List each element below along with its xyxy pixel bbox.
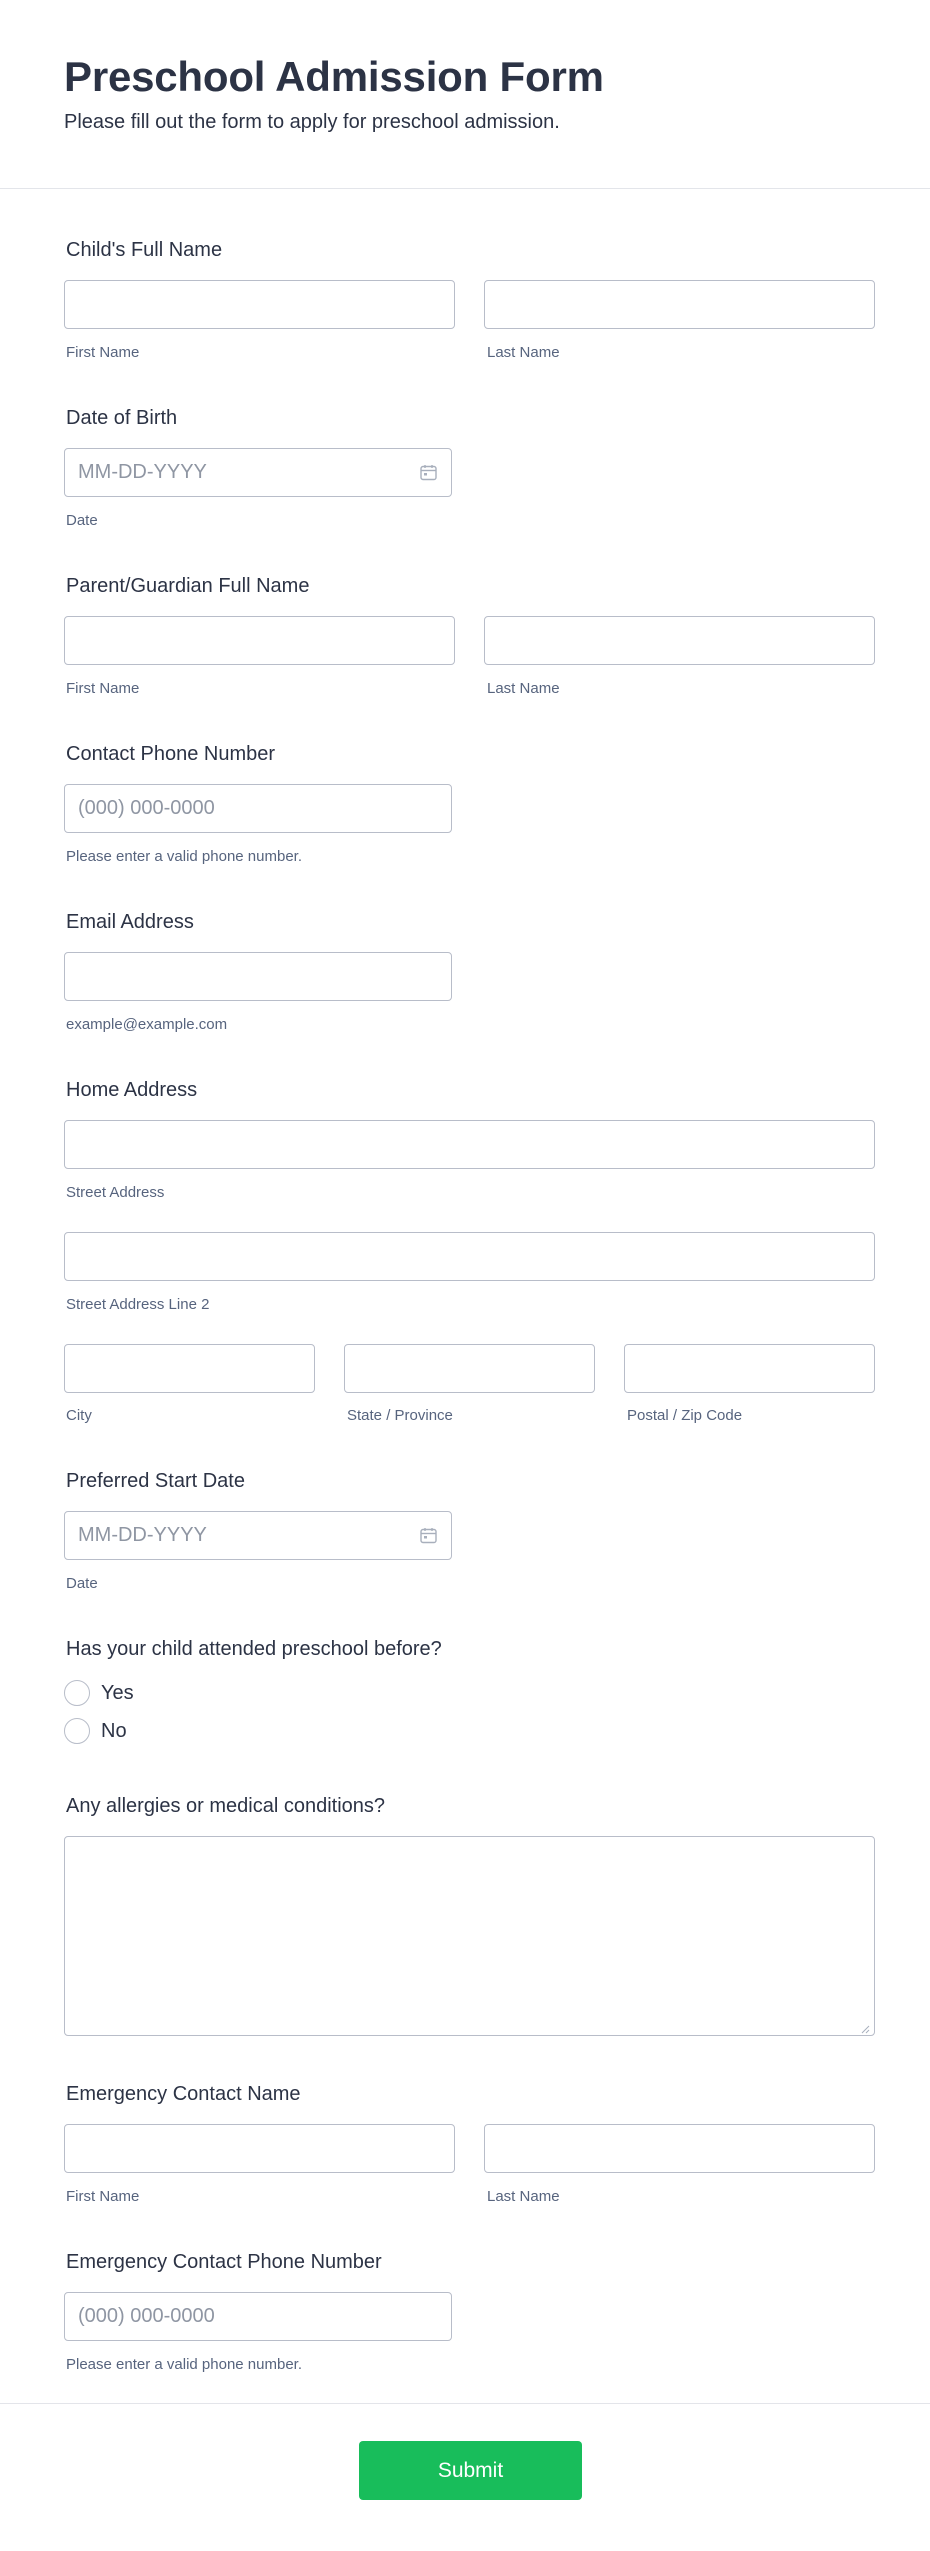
radio-option-label: Yes	[101, 1682, 134, 1704]
zip-input[interactable]	[624, 1344, 875, 1393]
allergies-label: Any allergies or medical conditions?	[66, 1795, 386, 1817]
dob-input[interactable]	[64, 448, 452, 497]
form-subtitle: Please fill out the form to apply for preschool admission.	[64, 111, 560, 133]
email-sublabel: example@example.com	[66, 1016, 228, 1033]
child-first-name-sublabel: First Name	[66, 344, 140, 361]
start-date-label: Preferred Start Date	[66, 1470, 245, 1492]
zip-sublabel: Postal / Zip Code	[627, 1407, 743, 1424]
child-last-name-sublabel: Last Name	[487, 344, 560, 361]
radio-button[interactable]	[64, 1680, 90, 1706]
emergency-last-name-sublabel: Last Name	[487, 2188, 560, 2205]
emergency-first-name-sublabel: First Name	[66, 2188, 140, 2205]
attended-label: Has your child attended preschool before?	[66, 1638, 442, 1660]
address-label: Home Address	[66, 1079, 198, 1101]
radio-button[interactable]	[64, 1718, 90, 1744]
allergies-textarea[interactable]	[64, 1836, 875, 2036]
street-address-line2-input[interactable]	[64, 1232, 875, 1281]
email-label: Email Address	[66, 911, 194, 933]
emergency-phone-input[interactable]	[64, 2292, 452, 2341]
start-date-input[interactable]	[64, 1511, 452, 1560]
calendar-icon[interactable]	[420, 1527, 437, 1544]
guardian-first-name-sublabel: First Name	[66, 680, 140, 697]
state-input[interactable]	[344, 1344, 595, 1393]
emergency-last-name-input[interactable]	[484, 2124, 875, 2173]
emergency-name-label: Emergency Contact Name	[66, 2083, 301, 2105]
guardian-first-name-input[interactable]	[64, 616, 455, 665]
street-address-input[interactable]	[64, 1120, 875, 1169]
city-sublabel: City	[66, 1407, 92, 1424]
form-header	[0, 0, 930, 189]
guardian-name-label: Parent/Guardian Full Name	[66, 575, 310, 597]
submit-button[interactable]: Submit	[359, 2441, 582, 2500]
street-address-line2-sublabel: Street Address Line 2	[66, 1296, 210, 1313]
form-title: Preschool Admission Form	[64, 53, 604, 100]
phone-label: Contact Phone Number	[66, 743, 276, 765]
emergency-phone-label: Emergency Contact Phone Number	[66, 2251, 382, 2273]
phone-input[interactable]	[64, 784, 452, 833]
child-first-name-input[interactable]	[64, 280, 455, 329]
radio-option-label: No	[101, 1720, 127, 1742]
dob-label: Date of Birth	[66, 407, 178, 429]
emergency-phone-sublabel: Please enter a valid phone number.	[66, 2356, 302, 2373]
street-address-sublabel: Street Address	[66, 1184, 165, 1201]
emergency-first-name-input[interactable]	[64, 2124, 455, 2173]
dob-sublabel: Date	[66, 512, 98, 529]
email-input[interactable]	[64, 952, 452, 1001]
phone-sublabel: Please enter a valid phone number.	[66, 848, 302, 865]
calendar-icon[interactable]	[420, 464, 437, 481]
child-last-name-input[interactable]	[484, 280, 875, 329]
child-name-label: Child's Full Name	[66, 239, 223, 261]
guardian-last-name-sublabel: Last Name	[487, 680, 560, 697]
state-sublabel: State / Province	[347, 1407, 453, 1424]
guardian-last-name-input[interactable]	[484, 616, 875, 665]
city-input[interactable]	[64, 1344, 315, 1393]
resize-grip-icon[interactable]	[860, 2021, 870, 2031]
start-date-sublabel: Date	[66, 1575, 98, 1592]
